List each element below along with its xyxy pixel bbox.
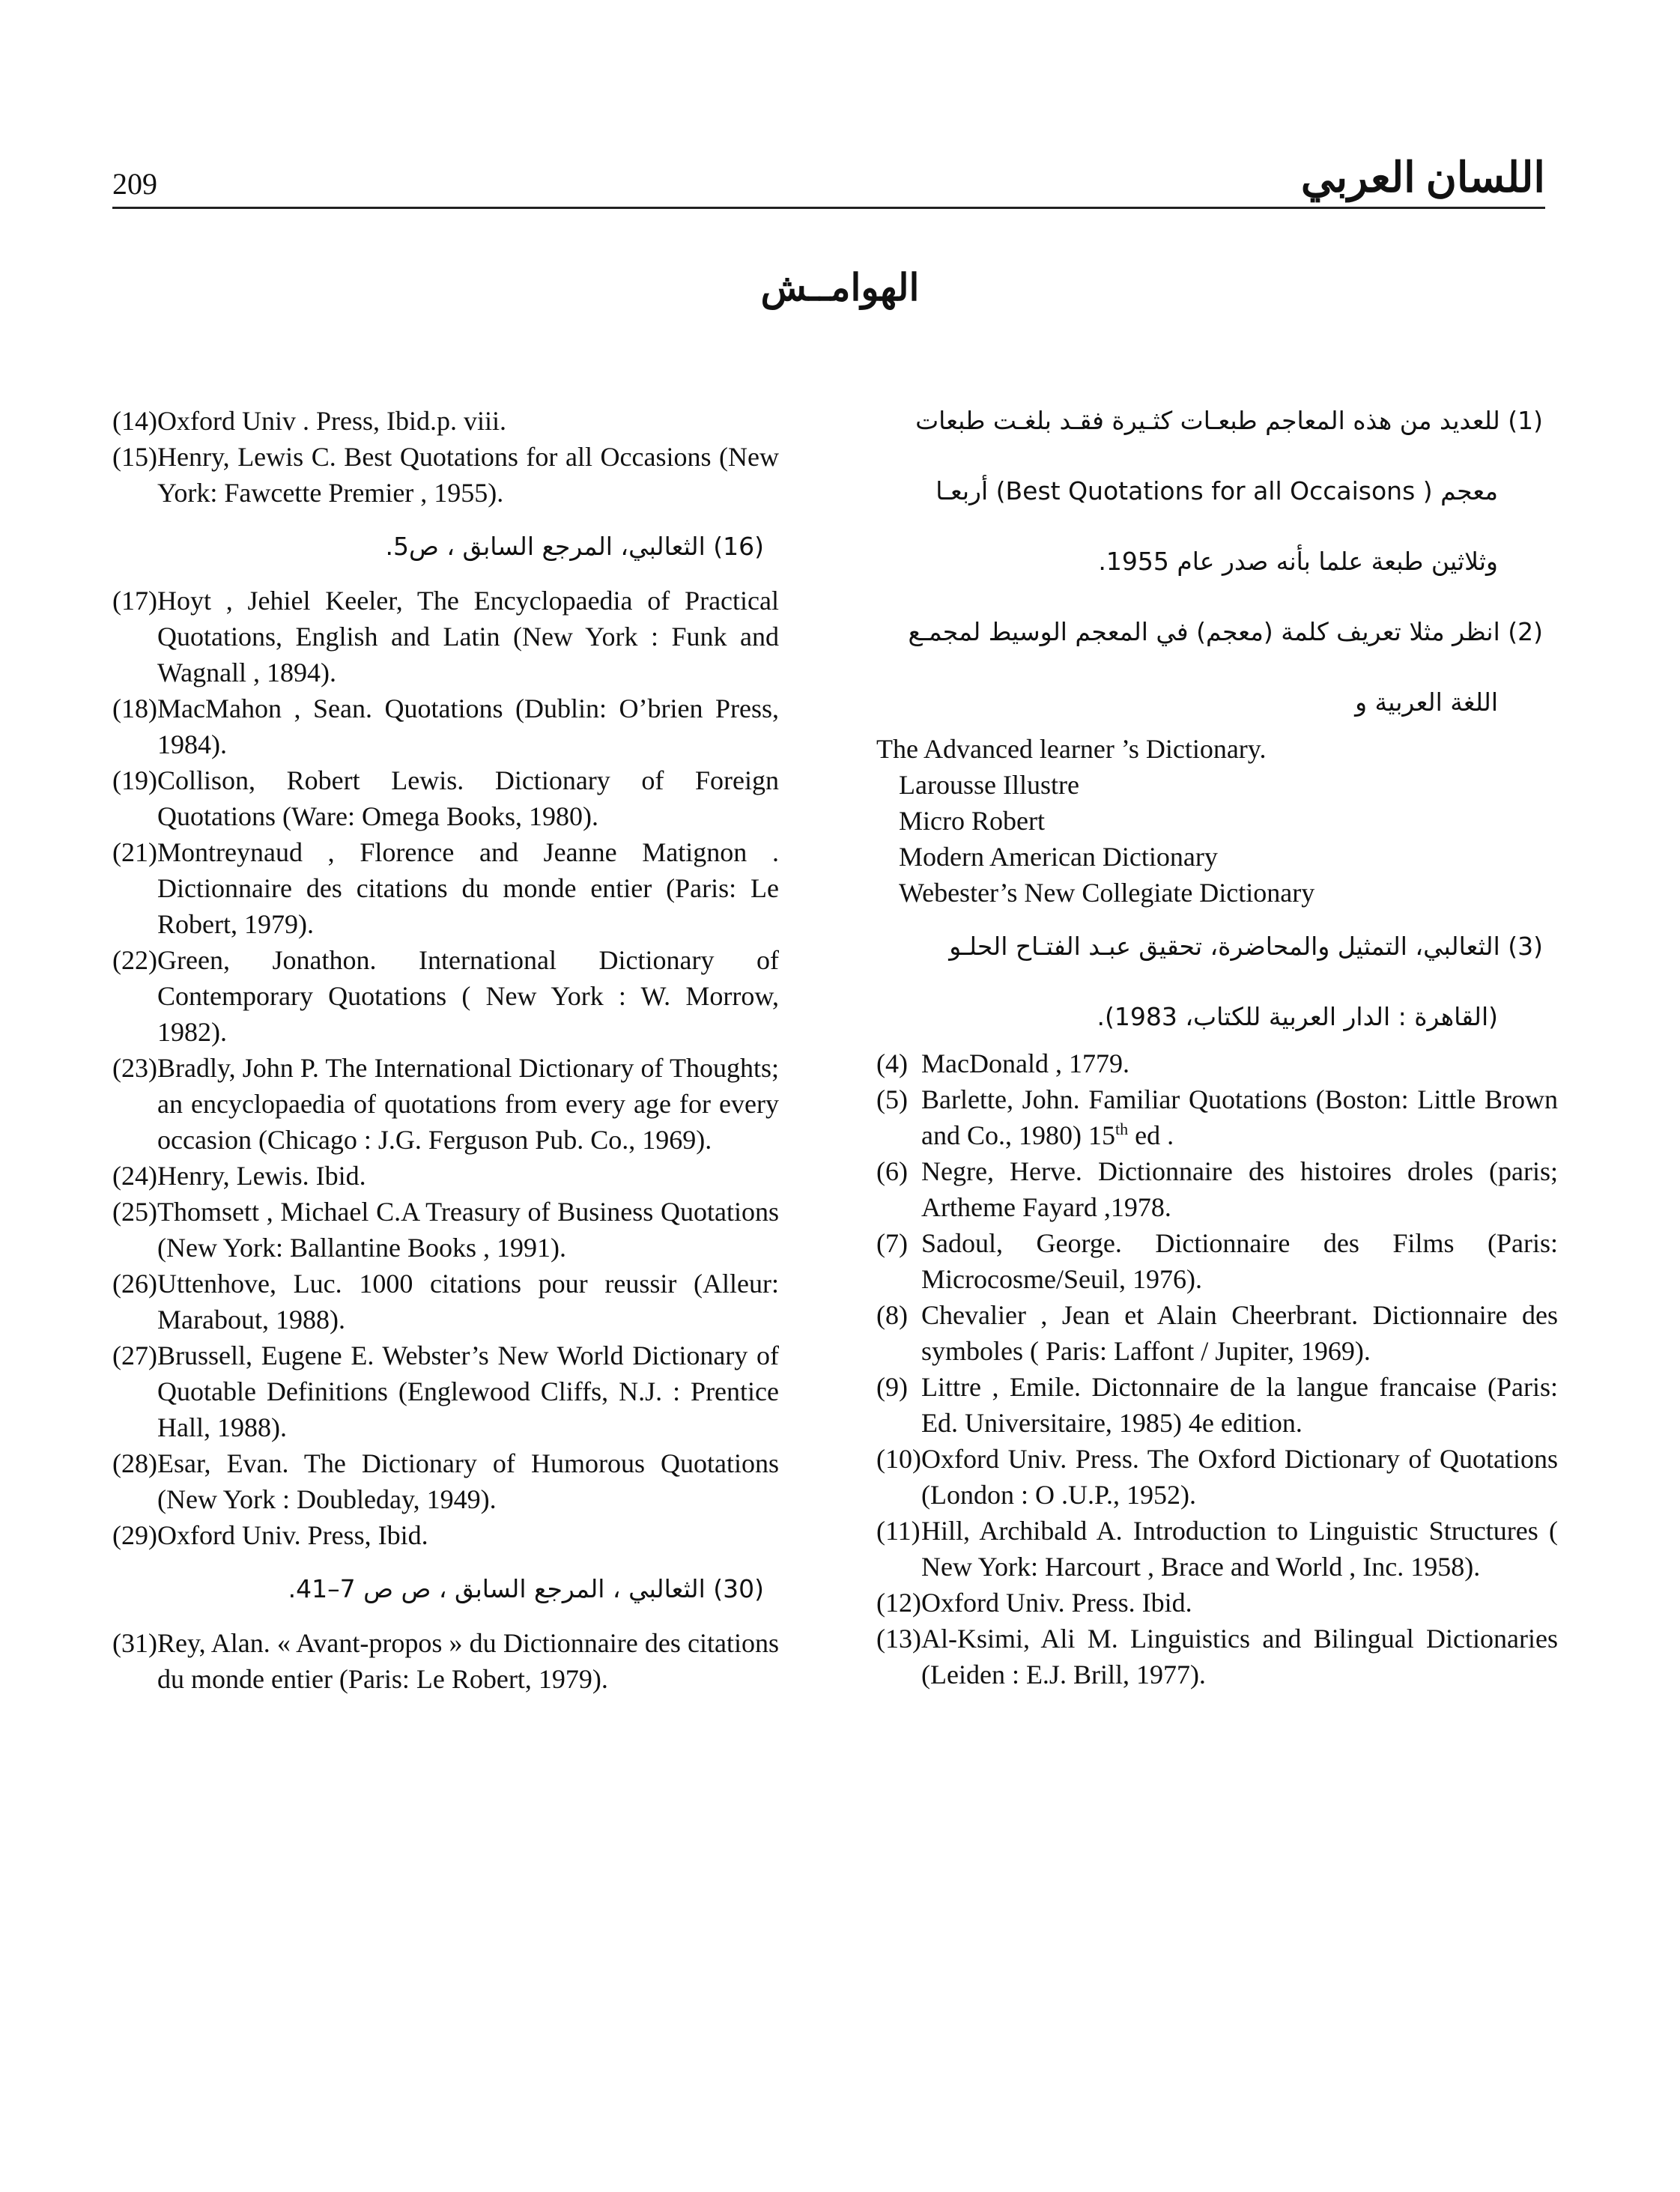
- footnote-6: (6) Negre, Herve. Dictionnaire des histoires droles (paris; Artheme Fayard ,1978.: [876, 1156, 1558, 1222]
- footnote-31: (31) Rey, Alan. « Avant-propos » du Dictionnaire des citations du monde entier (Paris: Le Robert, 1979).: [112, 1628, 779, 1694]
- dictionary-item: Webester’s New Collegiate Dictionary: [899, 878, 1315, 908]
- footnote-13: (13) Al-Ksimi, Ali M. Linguistics and Bilingual Dictionaries (Leiden : E.J. Brill, 1977).: [876, 1624, 1558, 1689]
- footnote-17: (17) Hoyt , Jehiel Keeler, The Encyclopaedia of Practical Quotations, English and Latin (New York : Funk and Wagnall , 1894).: [112, 586, 779, 687]
- dictionary-item: The Advanced learner ’s Dictionary.: [876, 734, 1267, 764]
- footnote-19: (19) Collison, Robert Lewis. Dictionary of Foreign Quotations (Ware: Omega Books, 1980).: [112, 765, 779, 831]
- footnote-16: (16) الثعالبي، المرجع السابق ، ص5.: [385, 532, 764, 561]
- footnote-4: (4) MacDonald , 1779.: [876, 1048, 1129, 1078]
- page-number: 209: [112, 167, 157, 201]
- footnote-12: (12) Oxford Univ. Press. Ibid.: [876, 1588, 1192, 1618]
- footnote-11: (11) Hill, Archibald A. Introduction to Linguistic Structures ( New York: Harcourt , Brace and World , Inc. 1958).: [876, 1516, 1558, 1582]
- footnote-2: (2) انظر مثلا تعريف كلمة (معجم) في المعجم الوسيط لمجمـع اللغة العربية و: [908, 617, 1543, 717]
- footnote-24: (24) Henry, Lewis. Ibid.: [112, 1161, 366, 1191]
- footnote-9: (9) Littre , Emile. Dictonnaire de la langue francaise (Paris: Ed. Universitaire, 1985) 4e edition.: [876, 1372, 1558, 1438]
- footnote-30: (30) الثعالبي ، المرجع السابق ، ص ص 7–41.: [288, 1574, 764, 1603]
- dictionary-item: Modern American Dictionary: [899, 842, 1218, 872]
- footnote-22: (22) Green, Jonathon. International Dictionary of Contemporary Quotations ( New York : W. Morrow, 1982).: [112, 945, 779, 1047]
- footnote-14: (14) Oxford Univ . Press, Ibid.p. viii.: [112, 406, 506, 436]
- footnote-28: (28) Esar, Evan. The Dictionary of Humorous Quotations (New York : Doubleday, 1949).: [112, 1448, 779, 1514]
- footnote-3: (3) الثعالبي، التمثيل والمحاضرة، تحقيق عبـد الفتـاح الحلـو (القاهرة : الدار العربية للكتاب، 1983).: [949, 932, 1543, 1031]
- section-title: الهوامــش: [760, 267, 920, 309]
- footnote-18: (18) MacMahon , Sean. Quotations (Dublin: O’brien Press, 1984).: [112, 693, 779, 759]
- footnote-15: (15) Henry, Lewis C. Best Quotations for all Occasions (New York: Fawcette Premier , 1955).: [112, 442, 779, 508]
- footnote-1: (1) للعديد من هذه المعاجم طبعـات كثـيرة فقـد بلغـت طبعات معجم ( Best Quotations for all Occaisons) أربعـا وثلاثين طبعة علما بأنه صدر عام 1955.: [915, 406, 1543, 576]
- footnote-10: (10) Oxford Univ. Press. The Oxford Dictionary of Quotations (London : O .U.P., 1952).: [876, 1444, 1558, 1510]
- footnote-27: (27) Brussell, Eugene E. Webster’s New World Dictionary of Quotable Definitions (Englewood Cliffs, N.J. : Prentice Hall, 1988).: [112, 1341, 779, 1442]
- footnote-23: (23) Bradly, John P. The International Dictionary of Thoughts; an encyclopaedia of quotations from every age for every occasion (Chicago : J.G. Ferguson Pub. Co., 1969).: [112, 1053, 779, 1155]
- header-rule: [112, 207, 1545, 209]
- right-column: [876, 403, 1558, 1692]
- footnote-26: (26) Uttenhove, Luc. 1000 citations pour reussir (Alleur: Marabout, 1988).: [112, 1269, 779, 1335]
- footnote-25: (25) Thomsett , Michael C.A Treasury of Business Quotations (New York: Ballantine Books , 1991).: [112, 1197, 779, 1263]
- dictionary-item: Micro Robert: [899, 806, 1045, 836]
- footnote-5: (5) Barlette, John. Familiar Quotations (Boston: Little Brown and Co., 1980) 15th ed .: [876, 1084, 1558, 1150]
- footnote-21: (21) Montreynaud , Florence and Jeanne Matignon . Dictionnaire des citations du monde entier (Paris: Le Robert, 1979).: [112, 837, 779, 939]
- dictionary-item: Larousse Illustre: [899, 770, 1079, 800]
- journal-title: اللسان العربي: [1300, 155, 1545, 201]
- footnote-29: (29) Oxford Univ. Press, Ibid.: [112, 1520, 428, 1550]
- footnote-8: (8) Chevalier , Jean et Alain Cheerbrant. Dictionnaire des symboles ( Paris: Laffont / Jupiter, 1969).: [876, 1300, 1558, 1366]
- dictionary-list: [876, 731, 1558, 911]
- left-column: [112, 403, 779, 1697]
- footnote-7: (7) Sadoul, George. Dictionnaire des Films (Paris: Microcosme/Seuil, 1976).: [876, 1228, 1558, 1294]
